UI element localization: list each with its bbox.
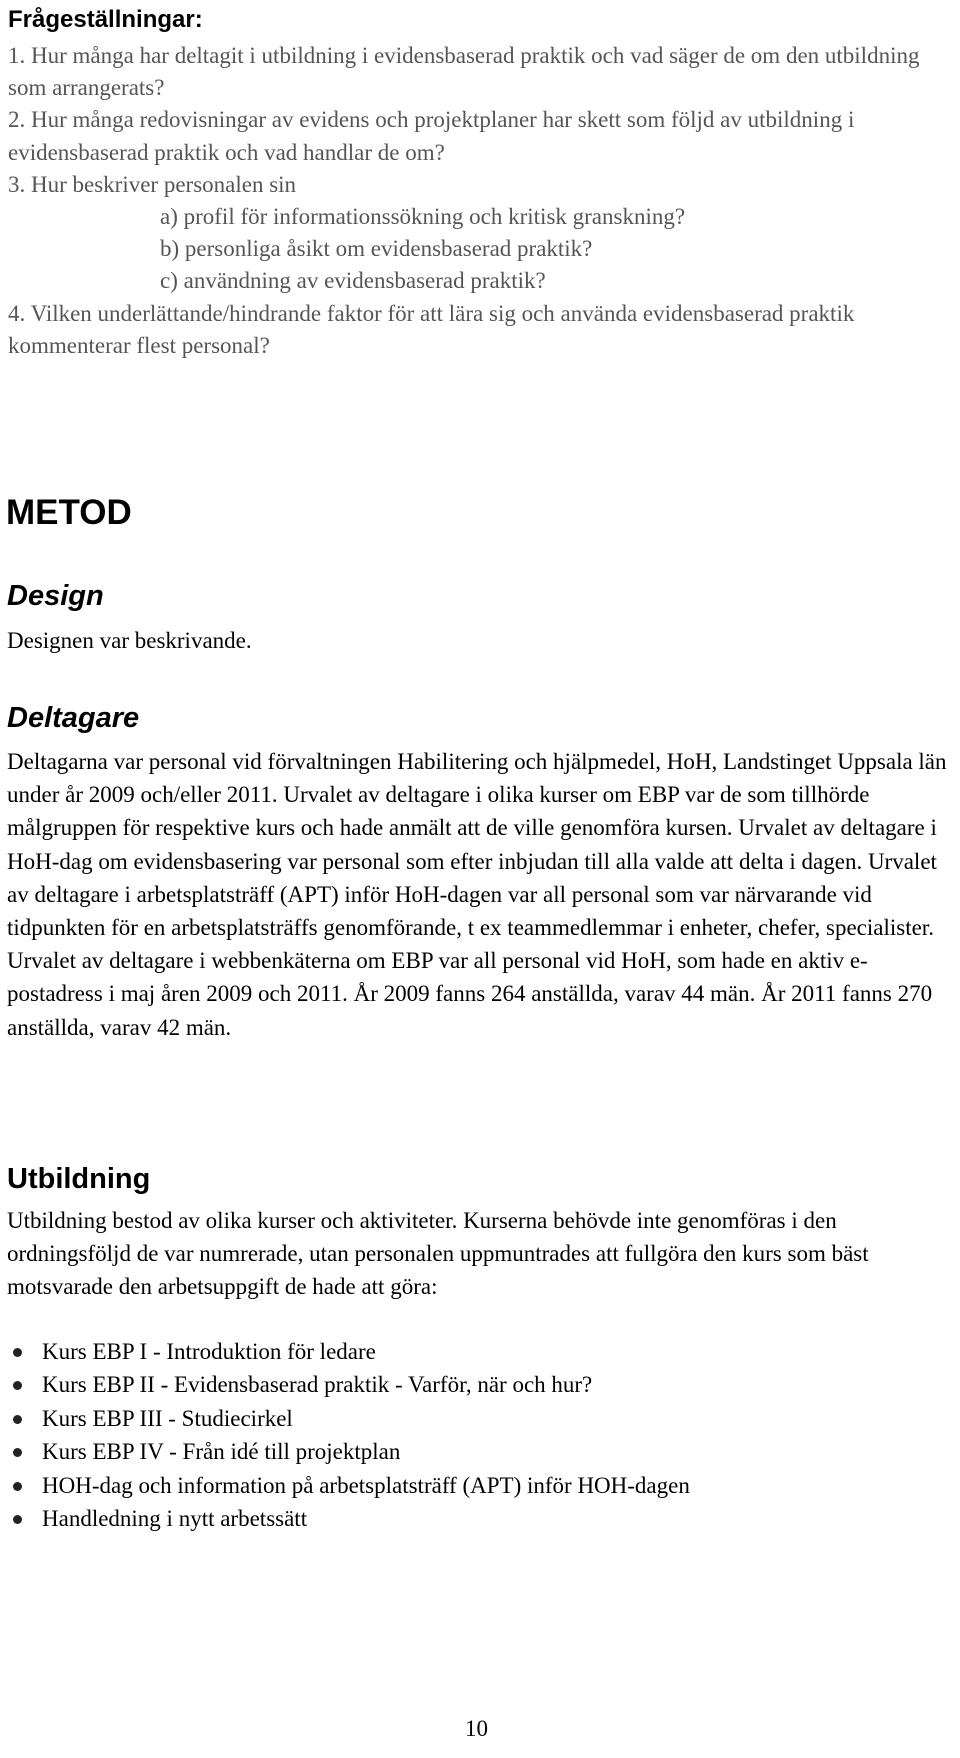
list-item [7,1435,690,1468]
bullet-icon [13,1448,22,1457]
list-item [7,1402,690,1435]
bullet-icon [13,1515,22,1524]
list-item [7,1335,690,1368]
list-item-text: Handledning i nytt arbetssätt [42,1506,308,1532]
metod-heading: METOD [6,493,132,532]
list-item [7,1469,690,1502]
deltagare-text: Deltagarna var personal vid förvaltningen Habilitering och hjälpmedel, HoH, Landstinget Uppsala län under år 2009 och/eller 2011. Urvalet av deltagare i olika kurser om EBP var de som tillhörde målgruppen för respektive kurs och hade anmält att de ville genomföra kursen. Urvalet av deltagare i HoH-dag om evidensbasering var personal som efter inbjudan till alla valde att delta i dagen. Urvalet av deltagare i arbetsplatsträff (APT) inför HoH-dagen var all personal som var närvarande vid tidpunkten för en arbetsplatsträffs genomförande, t ex teammedlemmar i enheter, chefer, specialister. Urvalet av deltagare i webbenkäterna om EBP var all personal vid HoH, som hade en aktiv e-postadress i maj åren 2009 och 2011. År 2009 fanns 264 anställda, varav 44 män. År 2011 fanns 270 anställda, varav 42 män. [7,749,947,1040]
utbildning-heading: Utbildning [7,1163,151,1195]
deltagare-heading: Deltagare [7,702,140,734]
questions-list [8,40,953,362]
question-3a: a) profil för informationssökning och kritisk granskning? [160,204,686,230]
utbildning-text: Utbildning bestod av olika kurser och aktiviteter. Kurserna behövde inte genomföras i den ordningsföljd de var numrerade, utan personalen uppmuntrades att fullgöra den kurs som bäst motsvarade den arbetsuppgift de hade att göra: [7,1208,869,1300]
list-item-text: HOH-dag och information på arbetsplatsträff (APT) inför HOH-dagen [42,1472,690,1498]
design-heading: Design [7,580,104,612]
question-1: 1. Hur många har deltagit i utbildning i evidensbaserad praktik och vad säger de om den utbildning som arrangerats? [8,43,920,101]
design-text: Designen var beskrivande. [7,628,252,653]
list-item [7,1502,690,1535]
questions-heading: Frågeställningar: [8,6,203,33]
bullet-icon [13,1415,22,1424]
question-4: 4. Vilken underlättande/hindrande faktor för att lära sig och använda evidensbaserad praktik kommenterar flest personal? [8,300,855,358]
question-3c: c) användning av evidensbaserad praktik? [160,268,546,294]
bullet-icon [13,1482,22,1491]
page-number: 10 [465,1716,488,1741]
list-item-text: Kurs EBP I - Introduktion för ledare [42,1339,376,1364]
question-2: 2. Hur många redovisningar av evidens och projektplaner har skett som följd av utbildning i evidensbaserad praktik och vad handlar de om? [8,107,855,165]
question-3b: b) personliga åsikt om evidensbaserad praktik? [160,236,593,262]
question-3: 3. Hur beskriver personalen sin [8,171,297,197]
course-list [7,1335,690,1535]
list-item-text: Kurs EBP IV - Från idé till projektplan [42,1439,401,1465]
list-item-text: Kurs EBP II - Evidensbaserad praktik - Varför, när och hur? [42,1372,593,1398]
bullet-icon [13,1348,22,1357]
bullet-icon [13,1381,22,1390]
list-item-text: Kurs EBP III - Studiecirkel [42,1405,293,1431]
list-item [7,1368,690,1401]
